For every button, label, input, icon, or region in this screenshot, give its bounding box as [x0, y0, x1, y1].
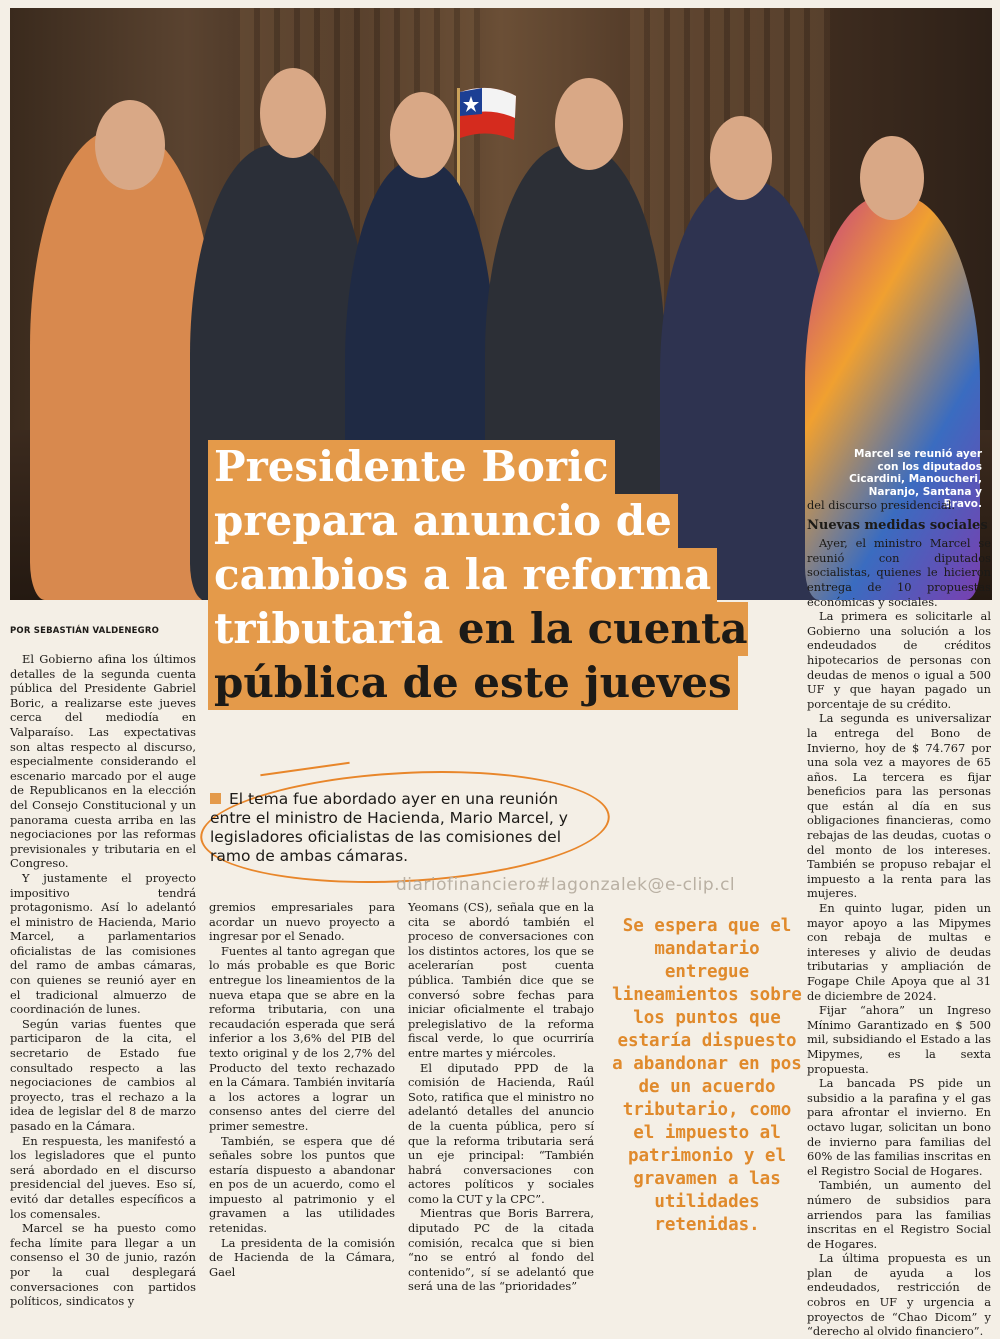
person-3-head	[390, 92, 454, 178]
paragraph: Según varias fuentes que participaron de la cita, el secretario de Estado fue consultado respecto a las negociaciones de cambios al proyecto, tras el rechazo a la idea de legislar del 8 de marzo pasado en la Cámara.	[10, 1016, 196, 1133]
headline-keyword: tributaria	[214, 604, 444, 653]
paragraph: Y justamente el proyecto impositivo tendrá protagonismo. Así lo adelantó el ministro de Hacienda, Mario Marcel, a parlamentarios oficialistas de las comisiones del ramo de ambas cámaras, con quienes se reunió ayer en el tradicional almuerzo de coordinación de lunes.	[10, 870, 196, 1017]
paragraph: Mientras que Boris Barrera, diputado PC de la citada comisión, recalca que si bien “no se entró al fondo del contenido”, sí se adelantó que será una de las “prioridades”	[408, 1206, 594, 1294]
paragraph: gremios empresariales para acordar un nuevo proyecto a ingresar por el Senado.	[209, 900, 395, 944]
article-column-3	[408, 900, 594, 1294]
person-1	[30, 130, 215, 600]
highlight-stroke	[260, 762, 349, 777]
watermark: diariofinanciero#lagonzalek@e-clip.cl	[396, 875, 736, 895]
person-2-head	[260, 68, 326, 158]
paragraph: La segunda es universalizar la entrega del Bono de Invierno, hoy de $ 74.767 por una sola vez a mayores de 65 años. La tercera es fijar beneficios para las personas que están al día en sus obligaciones financieras, como rebajas de las deudas, cuotas o del monto de los intereses. También se propuso rebajar el impuesto a la renta para las mujeres.	[807, 711, 991, 901]
headline-line: cambios a la reforma	[208, 548, 717, 602]
paragraph: El Gobierno afina los últimos detalles de la segunda cuenta pública del Presidente Gabriel Boric, a realizarse este jueves cerca del mediodía en Valparaíso. Las expectativas son altas respecto al discurso, especialmente considerando el escenario marcado por el auge de Republicanos en la elección del Consejo Constitucional y un panorama cuesta arriba en las negociaciones por las reformas previsionales y tributaria en el Congreso.	[10, 652, 196, 871]
person-5-head	[710, 116, 772, 200]
person-1-head	[95, 100, 165, 190]
paragraph: Fijar “ahora” un Ingreso Mínimo Garantizado en $ 500 mil, subsidiando el Estado a las Mipymes, es la sexta propuesta.	[807, 1003, 991, 1076]
paragraph: En respuesta, les manifestó a los legisladores que el punto será abordado en el discurso presidencial del jueves. Eso sí, evitó dar detalles específicos a los comensales.	[10, 1133, 196, 1221]
paragraph: También, un aumento del número de subsidios para arriendos para las familias inscritas en el Registro Social de Hogares.	[807, 1178, 991, 1251]
lede-text: El tema fue abordado ayer en una reunión entre el ministro de Hacienda, Mario Marcel, y legisladores oficialistas de las comisiones del ramo de ambas cámaras.	[210, 790, 568, 865]
paragraph: Yeomans (CS), señala que en la cita se abordó también el proceso de conversaciones con los distintos actores, los que se acelerarían post cuenta pública. También dice que se conversó sobre fechas para iniciar oficialmente el trabajo prelegislativo de la reforma fiscal verde, lo que ocurriría entre martes y miércoles.	[408, 900, 594, 1060]
article-column-4	[807, 498, 991, 1339]
headline	[208, 440, 808, 710]
paragraph: La bancada PS pide un subsidio a la parafina y el gas para afrontar el invierno. En octavo lugar, solicitan un bono de invierno para familias del 60% de las familias inscritas en el Registro Social de Hogares.	[807, 1076, 991, 1178]
paragraph: El diputado PPD de la comisión de Hacienda, Raúl Soto, ratifica que el ministro no adelantó detalles del anuncio de la cuenta pública, pero sí que la reforma tributaria será un eje principal: “También habrá conversaciones con actores políticos y sociales como la CUT y la CPC”.	[408, 1060, 594, 1206]
photo-caption: Marcel se reunió ayer con los diputados Cicardini, Manoucheri, Naranjo, Santana y Bravo.	[849, 448, 982, 510]
headline-line: prepara anuncio de	[208, 494, 678, 548]
subheading: Nuevas medidas sociales	[807, 517, 988, 533]
paragraph: del discurso presidencial.	[807, 498, 955, 512]
paragraph: La última propuesta es un plan de ayuda a los endeudados, restricción de cobros en UF y urgencia a proyectos de “Chao Dicom” y “derecho al olvido financiero”.	[807, 1251, 991, 1339]
paragraph: Fuentes al tanto agregan que lo más probable es que Boric entregue los lineamientos de la nueva etapa que se abre en la reforma tributaria, con una recaudación esperada que será inferior a los 3,6% del PIB del texto original y de los 2,7% del Producto del texto rechazado en la Cámara. También invitaría a los actores a lograr un consenso antes del cierre del primer semestre.	[209, 943, 395, 1133]
paragraph: Ayer, el ministro Marcel se reunió con diputados socialistas, quienes le hicieron entrega de 10 propuestas económicas y sociales.	[807, 536, 991, 609]
chile-flag-icon	[454, 82, 520, 192]
byline: POR SEBASTIÁN VALDENEGRO	[10, 626, 160, 636]
pull-quote: Se espera que el mandatario entregue lineamientos sobre los puntos que estaría dispuesto a abandonar en pos de un acuerdo tributario, como el impuesto al patrimonio y el gravamen a las utilidades retenidas.	[612, 916, 802, 1235]
square-bullet-icon	[210, 793, 221, 804]
paragraph: En quinto lugar, piden un mayor apoyo a las Mipymes con rebaja de multas e intereses y alivio de deudas tributarias y ampliación de Fogape Chile Apoya que al 31 de diciembre de 2024.	[807, 901, 991, 1003]
headline-line	[208, 602, 748, 656]
person-6-head	[860, 136, 924, 220]
headline-line: Presidente Boric	[208, 440, 615, 494]
headline-line: pública de este jueves	[208, 656, 738, 710]
paragraph: La primera es solicitarle al Gobierno una solución a los endeudados de créditos hipotecarios de personas con deudas de menos o igual a 500 UF y que hayan pagado un porcentaje de su crédito.	[807, 609, 991, 711]
article-column-1	[10, 652, 196, 1309]
paragraph: También, se espera que dé señales sobre los puntos que estaría dispuesto a abandonar en pos de un acuerdo, como el impuesto al patrimonio y el gravamen a las utilidades retenidas.	[209, 1133, 395, 1236]
headline-line-rest: en la cuenta	[443, 604, 748, 653]
person-4-head	[555, 78, 623, 170]
article-column-2	[209, 900, 395, 1279]
lede	[210, 790, 600, 866]
paragraph: La presidenta de la comisión de Hacienda de la Cámara, Gael	[209, 1235, 395, 1279]
paragraph: Marcel se ha puesto como fecha límite para llegar a un consenso el 30 de junio, razón por la cual desplegará conversaciones con partidos políticos, sindicatos y	[10, 1221, 196, 1309]
